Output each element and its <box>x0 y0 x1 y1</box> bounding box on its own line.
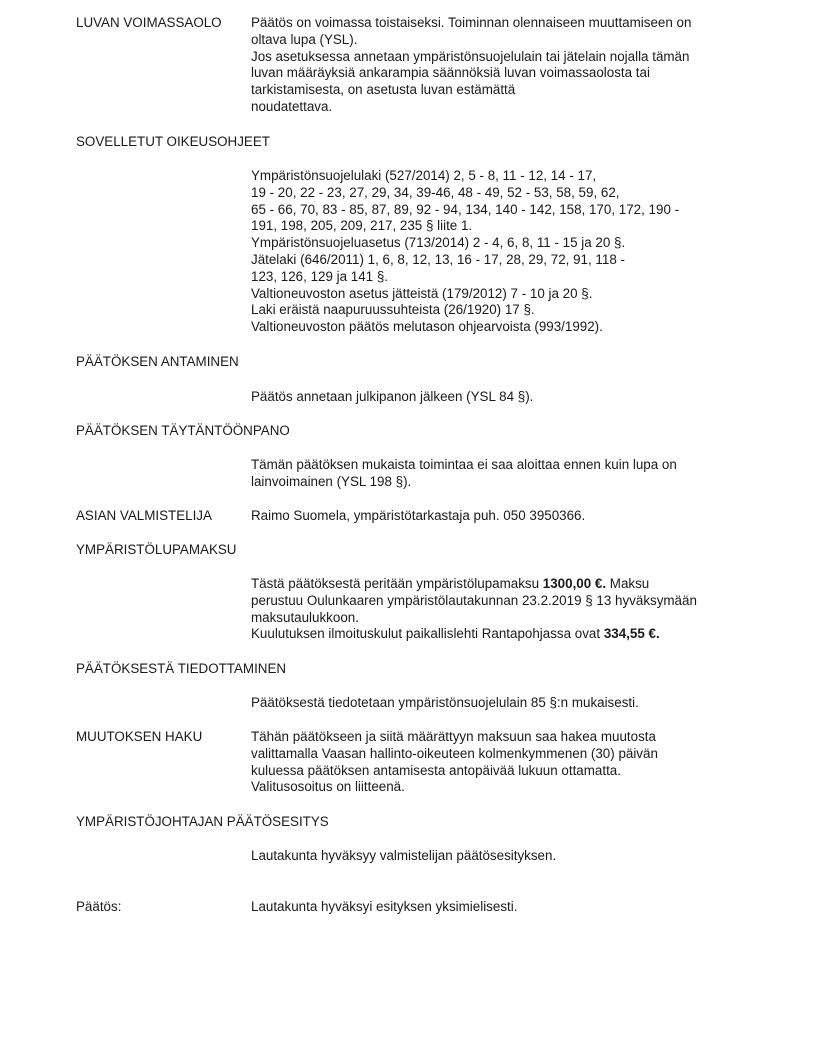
permit-validity-text <box>251 15 746 116</box>
text-line: Valitusosoitus on liitteenä. <box>251 779 405 795</box>
text-line: Valtioneuvoston asetus jätteistä (179/2012) 7 - 10 ja 20 §. <box>251 285 593 301</box>
text-line: Valtioneuvoston päätös melutason ohjearvoista (993/1992). <box>251 319 603 335</box>
text-line: Lautakunta hyväksyi esityksen yksimielisesti. <box>251 899 518 914</box>
decision-issuing-text <box>251 389 746 406</box>
text-line: Päätöksestä tiedotetaan ympäristönsuojelulain 85 §:n mukaisesti. <box>251 695 639 710</box>
fee-amount: 1300,00 €. <box>542 576 607 591</box>
section-heading-permit-fee: YMPÄRISTÖLUPAMAKSU <box>76 542 237 557</box>
appeal-text <box>251 729 746 796</box>
text-line: Lautakunta hyväksyy valmistelijan päätösesityksen. <box>251 848 557 863</box>
section-heading-director-proposal: YMPÄRISTÖJOHTAJAN PÄÄTÖSESITYS <box>76 814 329 829</box>
text-line: Laki eräistä naapuruussuhteista (26/1920) 17 §. <box>251 302 535 318</box>
text-line: 123, 126, 129 ja 141 §. <box>251 268 388 284</box>
text-line <box>251 626 746 643</box>
text-line: Ympäristönsuojeluasetus (713/2014) 2 - 4, 6, 8, 11 - 15 ja 20 §. <box>251 235 626 251</box>
fee-sentence: Tästä päätöksestä peritään ympäristölupamaksu <box>251 576 543 591</box>
text-line: Raimo Suomela, ympäristötarkastaja puh. 050 3950366. <box>251 508 586 523</box>
text-line: Jätelaki (646/2011) 1, 6, 8, 12, 13, 16 - 17, 28, 29, 72, 91, 118 - <box>251 251 625 267</box>
text-line: Päätös on voimassa toistaiseksi. Toiminnan olennaiseen muuttamiseen on <box>251 15 692 30</box>
section-label-permit-validity: LUVAN VOIMASSAOLO <box>76 15 222 30</box>
section-heading-decision-notification: PÄÄTÖKSESTÄ TIEDOTTAMINEN <box>76 661 287 676</box>
case-preparer-text <box>251 508 746 525</box>
text-line: 191, 198, 205, 209, 217, 235 § liite 1. <box>251 218 473 234</box>
text-line: Päätös annetaan julkipanon jälkeen (YSL 84 §). <box>251 389 534 404</box>
text-line <box>251 576 746 593</box>
applied-regulations-text <box>251 168 746 336</box>
text-line: Tähän päätökseen ja siitä määrättyyn maksuun saa hakea muutosta <box>251 729 656 744</box>
notice-cost-amount: 334,55 €. <box>603 626 660 642</box>
text-line: 19 - 20, 22 - 23, 27, 29, 34, 39-46, 48 - 49, 52 - 53, 58, 59, 62, <box>251 184 620 200</box>
decision-notification-text <box>251 695 746 712</box>
decision-label: Päätös: <box>76 899 122 914</box>
director-proposal-text <box>251 848 746 865</box>
text-line: oltava lupa (YSL). <box>251 31 358 47</box>
text-line: luvan määräyksiä ankarampia säännöksiä luvan voimassaolosta tai <box>251 65 650 81</box>
notice-cost-sentence: Kuulutuksen ilmoituskulut paikallislehti Rantapohjassa ovat <box>251 626 604 642</box>
section-heading-applied-regulations: SOVELLETUT OIKEUSOHJEET <box>76 134 270 149</box>
section-heading-decision-enforcement: PÄÄTÖKSEN TÄYTÄNTÖÖNPANO <box>76 423 290 438</box>
text-line: Jos asetuksessa annetaan ympäristönsuojelulain tai jätelain nojalla tämän <box>251 48 690 64</box>
fee-sentence-tail: Maksu <box>606 576 650 591</box>
decision-enforcement-text <box>251 457 746 491</box>
text-line: noudatettava. <box>251 98 333 114</box>
section-label-appeal: MUUTOKSEN HAKU <box>76 729 203 744</box>
permit-fee-text <box>251 576 746 643</box>
text-line: maksutaulukkoon. <box>251 609 359 625</box>
text-line: Ympäristönsuojelulaki (527/2014) 2, 5 - 8, 11 - 12, 14 - 17, <box>251 168 597 183</box>
text-line: valittamalla Vaasan hallinto-oikeuteen kolmenkymmenen (30) päivän <box>251 745 658 761</box>
text-line: Tämän päätöksen mukaista toimintaa ei saa aloittaa ennen kuin lupa on <box>251 457 677 472</box>
text-line: lainvoimainen (YSL 198 §). <box>251 473 412 489</box>
section-label-case-preparer: ASIAN VALMISTELIJA <box>76 508 212 523</box>
section-heading-decision-issuing: PÄÄTÖKSEN ANTAMINEN <box>76 354 239 369</box>
text-line: perustuu Oulunkaaren ympäristölautakunnan 23.2.2019 § 13 hyväksymään <box>251 592 697 608</box>
text-line: 65 - 66, 70, 83 - 85, 87, 89, 92 - 94, 134, 140 - 142, 158, 170, 172, 190 - <box>251 201 680 217</box>
text-line: tarkistamisesta, on asetusta luvan estämättä <box>251 82 516 98</box>
decision-text <box>251 899 746 916</box>
text-line: kuluessa päätöksen antamisesta antopäivää lukuun ottamatta. <box>251 762 621 778</box>
